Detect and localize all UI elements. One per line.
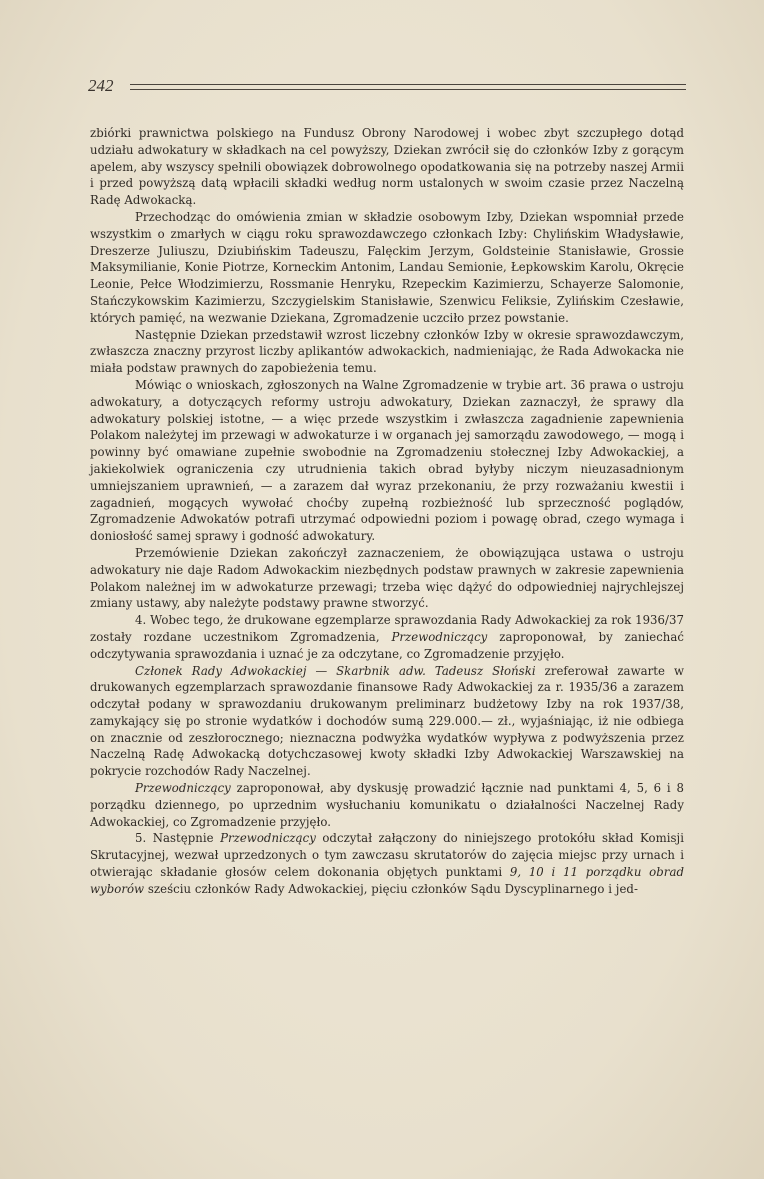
text-segment: Następnie Dziekan przedstawił wzrost liczebny członków Izby w okresie sprawozdawczym, zwłaszcza znaczny przyrost liczby aplikantów adwokackich, nadmieniając, że Rada Adwokacka nie miała podstaw prawnych do zapobieżenia temu. — [90, 327, 684, 376]
paragraph — [90, 125, 684, 209]
page-number: 242 — [88, 76, 114, 95]
body-text — [90, 125, 684, 898]
paragraph — [90, 830, 684, 897]
paragraph — [90, 545, 684, 612]
text-segment: sześciu członków Rady Adwokackiej, pięciu członków Sądu Dyscyplinarnego i jed- — [144, 881, 638, 896]
text-segment: 4. Wobec tego, że drukowane egzemplarze sprawozdania Rady Adwokackiej za rok 1936/37 zostały rozdane uczestnikom Zgromadzenia, — [90, 613, 684, 644]
italic-text-segment: Przewodniczący — [391, 629, 488, 644]
text-segment: zreferował zawarte w drukowanych egzemplarzach sprawozdanie finansowe Rady Adwokackiej za r. 1935/36 a zarazem odczytał podany w sprawozdaniu drukowanym preliminarz budżetowy Izby na rok 1937/38, zamykający się po stronie wydatków i dochodów sumą 229.000.— zł., wyjaśniając, iż nie odbiega on znacznie od zeszłorocznego; nieznaczna podwyżka wydatków wypływa z podwyższenia przez Naczelną Radę Adwokacką dotychczasowej kwoty składki Izby Adwokackiej Warszawskiej na pokrycie rozchodów Rady Naczelnej. — [90, 663, 684, 779]
text-segment: zaproponował, by zaniechać odczytywania sprawozdania i uznać je za odczytane, co Zgromadzenie przyjęło. — [90, 629, 684, 661]
text-segment: zbiórki prawnictwa polskiego na Fundusz Obrony Narodowej i wobec zbyt szczupłego dotąd udziału adwokatury w składkach na cel powyższy, Dziekan zwrócił się do członków Izby z gorącym apelem, aby wszyscy spełnili obowiązek dobrowolnego opodatkowania się na potrzeby naszej Armii i przed powyższą datą wpłacili składki według norm ustalonych w swoim czasie przez Naczelną Radę Adwokacką. — [90, 126, 684, 208]
paragraph — [90, 780, 684, 830]
paragraph — [90, 663, 684, 781]
italic-text-segment: Przewodniczący — [220, 831, 316, 846]
page-header — [88, 76, 686, 98]
paragraph — [90, 327, 684, 377]
header-rule-top — [130, 84, 686, 85]
paragraph — [90, 612, 684, 662]
paragraph — [90, 377, 684, 545]
italic-text-segment: 9, 10 i 11 porządku obrad wyborów — [90, 865, 684, 896]
italic-text-segment: Przewodniczący — [135, 781, 231, 796]
italic-text-segment: Członek Rady Adwokackiej — Skarbnik adw. Tadeusz Słoński — [135, 663, 536, 678]
text-segment: 5. Następnie — [135, 831, 221, 846]
text-segment: Przemówienie Dziekan zakończył zaznaczeniem, że obowiązująca ustawa o ustroju adwokatury nie daje Radom Adwokackim niezbędnych podstaw prawnych w zakresie zapewnienia Polakom należnej im w adwokaturze przewagi; trzeba więc dążyć do odpowiedniej najrychlejszej zmiany ustawy, aby należyte podstawy prawne stworzyć. — [90, 545, 684, 611]
paragraph — [90, 209, 684, 327]
text-segment: odczytał załączony do niniejszego protokółu skład Komisji Skrutacyjnej, wezwał uprzedzonych o tym zawczasu skrutatorów do zajęcia miejsc przy urnach i otwierając składanie głosów celem dokonania objętych punktami — [90, 831, 684, 880]
text-segment: Mówiąc o wnioskach, zgłoszonych na Walne Zgromadzenie w trybie art. 36 prawa o ustroju adwokatury, a dotyczących reformy ustroju adwokatury, Dziekan zaznaczył, że sprawy dla adwokatury polskiej istotne, — a więc przede wszystkim i zwłaszcza zagadnienie zapewnienia Polakom należytej im przewagi w adwokaturze i w organach jej samorządu zawodowego, — mogą i powinny być omawiane zupełnie swobodnie na Zgromadzeniu stołecznej Izby Adwokackiej, a jakiekolwiek ograniczenia czy utrudnienia takich obrad byłyby niczym nieuzasadnionym umniejszaniem uprawnień, — a zarazem dał wyraz przekonaniu, że przy rozważaniu kwestii i zagadnień, mogących wywołać choćby zupełną rozbieżność lub sprzeczność poglądów, Zgromadzenie Adwokatów potrafi utrzymać odpowiedni poziom i powagę obrad, czego wymaga i doniosłość samej sprawy i godność adwokatury. — [90, 377, 684, 544]
text-segment: Przechodząc do omówienia zmian w składzie osobowym Izby, Dziekan wspomniał przede wszystkim o zmarłych w ciągu roku sprawozdawczego członkach Izby: Chylińskim Władysławie, Dreszerze Juliuszu, Dziubińskim Tadeuszu, Falęckim Jerzym, Goldsteinie Stanisławie, Grossie Maksymilianie, Konie Piotrze, Korneckim Antonim, Landau Semionie, Łepkowskim Karolu, Okręcie Leonie, Pełce Włodzimierzu, Rossmanie Henryku, Rzepeckim Kazimierzu, Schayerze Salomonie, Stańczykowskim Kazimierzu, Szczygielskim Stanisławie, Szenwicu Feliksie, Zylińskim Czesławie, których pamięć, na wezwanie Dziekana, Zgromadzenie uczciło przez powstanie. — [90, 209, 684, 325]
header-rule-bottom — [130, 89, 686, 90]
text-segment: zaproponował, aby dyskusję prowadzić łącznie nad punktami 4, 5, 6 i 8 porządku dziennego, po uprzednim wysłuchaniu komunikatu o działalności Naczelnej Rady Adwokackiej, co Zgromadzenie przyjęło. — [90, 781, 684, 829]
